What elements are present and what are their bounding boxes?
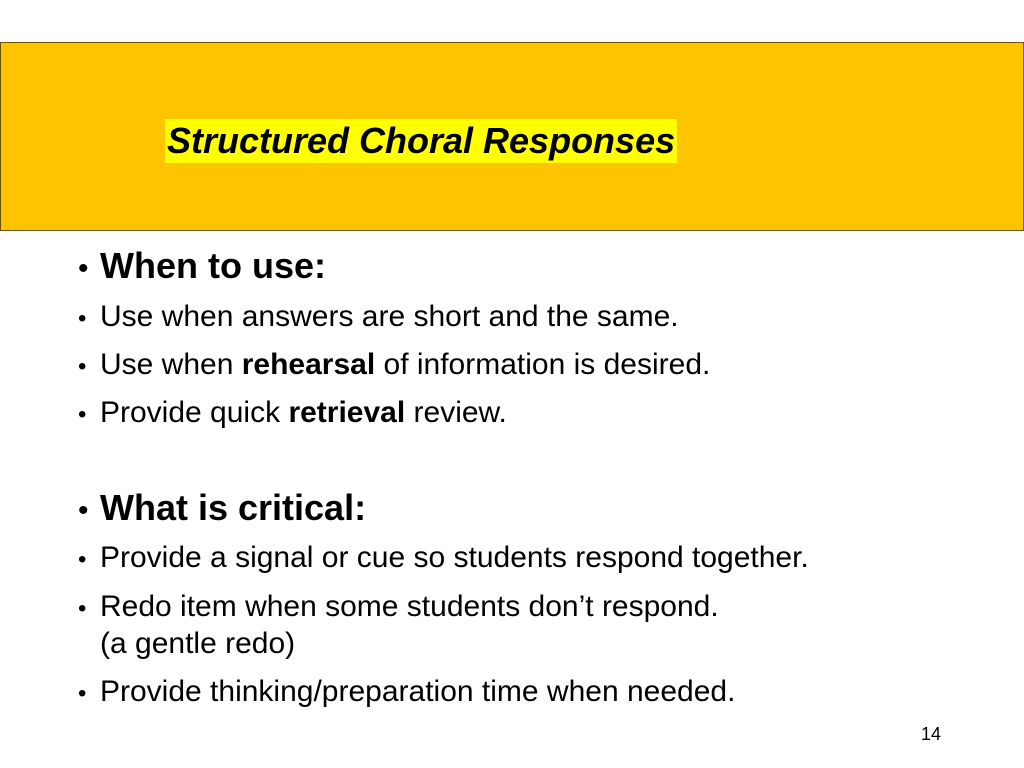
what-is-critical-heading bbox=[78, 487, 366, 529]
bullet-icon: • bbox=[78, 494, 89, 527]
list-item bbox=[78, 590, 719, 624]
list-item bbox=[78, 300, 679, 334]
heading-text: When to use: bbox=[100, 245, 326, 286]
item-text-bold: rehearsal bbox=[241, 348, 376, 381]
item-text-pre: Use when bbox=[100, 348, 242, 381]
item-text-post: of information is desired. bbox=[375, 348, 711, 381]
item-text-pre: Provide quick bbox=[100, 396, 289, 429]
when-to-use-heading bbox=[78, 245, 326, 287]
list-item bbox=[78, 348, 710, 382]
item-text: Use when answers are short and the same. bbox=[100, 300, 679, 333]
list-item bbox=[78, 675, 735, 709]
item-text-bold: retrieval bbox=[288, 396, 406, 429]
list-item bbox=[78, 541, 809, 575]
bullet-icon: • bbox=[78, 546, 87, 573]
slide-title: Structured Choral Responses bbox=[167, 120, 676, 161]
list-item bbox=[78, 396, 507, 430]
heading-text: What is critical: bbox=[100, 487, 367, 528]
bullet-icon: • bbox=[78, 595, 87, 622]
bullet-icon: • bbox=[78, 252, 89, 285]
item-text: Provide a signal or cue so students respond together. bbox=[100, 541, 809, 574]
item-text-post: review. bbox=[405, 396, 507, 429]
bullet-icon: • bbox=[78, 353, 87, 380]
title-band bbox=[0, 42, 1024, 231]
item-continuation: (a gentle redo) bbox=[100, 627, 296, 660]
bullet-icon: • bbox=[78, 305, 87, 332]
item-text: Redo item when some students don’t respond. bbox=[100, 590, 719, 623]
bullet-icon: • bbox=[78, 401, 87, 428]
bullet-icon: • bbox=[78, 680, 87, 707]
page-number: 14 bbox=[921, 724, 942, 744]
item-text: Provide thinking/preparation time when needed. bbox=[100, 675, 736, 708]
